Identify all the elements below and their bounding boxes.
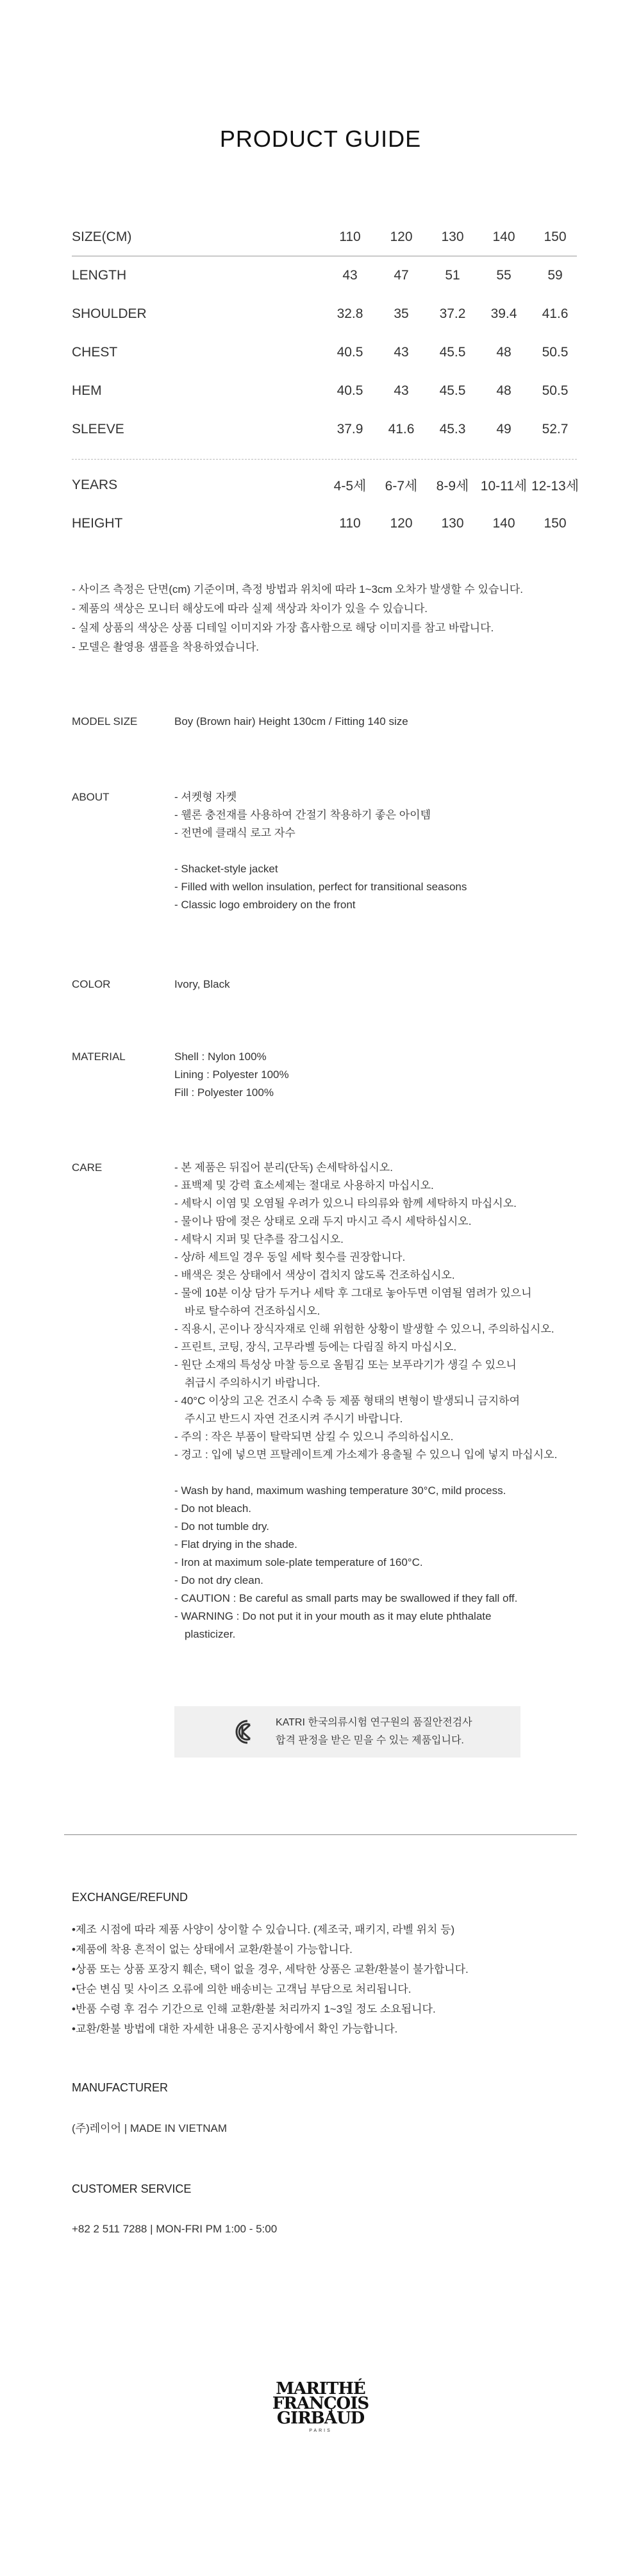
brand-line: MARITHÉ (276, 2379, 365, 2398)
exchange-line: •제조 시점에 따라 제품 사양이 상이할 수 있습니다. (제조국, 패키지, 라벨 위치 등) (72, 1924, 455, 1936)
color-value: Ivory, Black (174, 978, 230, 990)
measure-label: CHEST (72, 345, 118, 360)
about-en-line: - Classic logo embroidery on the front (174, 899, 356, 911)
measure-row (72, 372, 577, 410)
care-ko-line: - 주의 : 작은 부품이 탈락되면 삼킬 수 있으니 주의하십시오. (174, 1431, 454, 1443)
material-line: Fill : Polyester 100% (174, 1086, 274, 1099)
measure-cell: 39.4 (490, 306, 517, 321)
care-ko-line: 취급시 주의하시기 바랍니다. (185, 1377, 320, 1389)
customer-service-title: CUSTOMER SERVICE (72, 2182, 192, 2195)
care-label: CARE (72, 1161, 103, 1174)
kc-mark-icon (233, 1718, 256, 1745)
section-divider (64, 1834, 577, 1835)
customer-service-value: +82 2 511 7288 | MON-FRI PM 1:00 - 5:00 (72, 2223, 278, 2235)
brand-sub: PARIS (309, 2429, 332, 2433)
about-ko-line: - 전면에 클래식 로고 자수 (174, 827, 296, 839)
size-header-cell: 120 (390, 229, 413, 244)
model-size-value: Boy (Brown hair) Height 130cm / Fitting 140 size (174, 715, 408, 727)
size-header-label: SIZE(CM) (72, 229, 132, 244)
material-label: MATERIAL (72, 1051, 126, 1063)
measure-cell: 41.6 (542, 306, 569, 321)
color-label: COLOR (72, 978, 111, 990)
height-cell: 140 (492, 516, 515, 531)
size-header-cell: 140 (492, 229, 515, 244)
exchange-line: •반품 수령 후 검수 기간으로 인해 교환/환불 처리까지 1~3일 정도 소요됩니다. (72, 2003, 436, 2015)
care-en-line: - CAUTION : Be careful as small parts may be swallowed if they fall off. (174, 1592, 518, 1604)
manufacturer-value: (주)레이어 | MADE IN VIETNAM (72, 2122, 227, 2134)
katri-line-2: 합격 판정을 받은 믿을 수 있는 제품입니다. (276, 1735, 464, 1746)
measure-cell: 59 (547, 268, 563, 283)
about-en-line: - Filled with wellon insulation, perfect for transitional seasons (174, 881, 467, 893)
katri-line-1: KATRI 한국의류시험 연구원의 품질안전검사 (276, 1717, 472, 1728)
care-ko-line: - 본 제품은 뒤집어 분리(단독) 손세탁하십시오. (174, 1161, 393, 1174)
years-label: YEARS (72, 478, 118, 492)
measure-cell: 40.5 (337, 383, 363, 398)
care-ko-line: - 배색은 젖은 상태에서 색상이 겹치지 않도록 건조하십시오. (174, 1269, 455, 1281)
years-cell: 4-5세 (333, 479, 367, 494)
care-en-line: - WARNING : Do not put it in your mouth as it may elute phthalate (174, 1610, 492, 1622)
measure-cell: 40.5 (337, 345, 363, 360)
measure-cell: 41.6 (388, 422, 415, 436)
table-divider (72, 459, 577, 460)
measure-cell: 37.9 (337, 422, 363, 436)
height-cell: 150 (544, 516, 567, 531)
measure-row (72, 410, 577, 449)
years-cell: 8-9세 (436, 479, 469, 494)
measure-cell: 51 (445, 268, 460, 283)
page-title: PRODUCT GUIDE (219, 126, 422, 152)
measure-cell: 32.8 (337, 306, 363, 321)
measure-row (72, 333, 577, 372)
height-cell: 110 (339, 516, 361, 531)
years-row (72, 466, 577, 504)
years-cell: 6-7세 (385, 479, 418, 494)
exchange-line: •단순 변심 및 사이즈 오류에 의한 배송비는 고객님 부담으로 처리됩니다. (72, 1983, 412, 1995)
measure-row (72, 256, 577, 295)
measure-cell: 49 (496, 422, 512, 436)
measure-cell: 45.5 (439, 345, 466, 360)
spacer (174, 1464, 597, 1482)
note-line: - 제품의 색상은 모니터 해상도에 따라 실제 색상과 차이가 있을 수 있습니다. (72, 602, 428, 615)
measure-cell: 48 (496, 345, 512, 360)
care-en-line: - Do not tumble dry. (174, 1520, 270, 1533)
measure-cell: 55 (496, 268, 512, 283)
note-line: - 사이즈 측정은 단면(cm) 기준이며, 측정 방법과 위치에 따라 1~3cm 오차가 발생할 수 있습니다. (72, 583, 523, 595)
care-ko-line: - 상/하 세트일 경우 동일 세탁 횟수를 권장합니다. (174, 1251, 406, 1263)
brand-line: GIRBAUD (276, 2409, 365, 2428)
height-cell: 120 (390, 516, 413, 531)
care-ko-line: - 원단 소재의 특성상 마찰 등으로 올튐김 또는 보푸라기가 생길 수 있으니 (174, 1359, 517, 1371)
measure-cell: 52.7 (542, 422, 569, 436)
measure-cell: 50.5 (542, 383, 569, 398)
material-line: Lining : Polyester 100% (174, 1068, 289, 1081)
care-en-line: - Flat drying in the shade. (174, 1538, 297, 1550)
measure-cell: 50.5 (542, 345, 569, 360)
exchange-line: •상품 또는 상품 포장지 훼손, 택이 없을 경우, 세탁한 상품은 교환/환불이 불가합니다. (72, 1963, 469, 1975)
care-ko-line: - 세탁시 이염 및 오염될 우려가 있으니 타의류와 함께 세탁하지 마십시오. (174, 1197, 517, 1209)
measure-cell: 37.2 (439, 306, 466, 321)
material-line: Shell : Nylon 100% (174, 1051, 267, 1063)
size-header-cell: 110 (339, 229, 361, 244)
size-table-header (72, 218, 577, 256)
care-ko-line: - 직용시, 곤이나 장식자재로 인해 위험한 상황이 발생할 수 있으니, 주의하십시오. (174, 1323, 554, 1335)
measure-cell: 48 (496, 383, 512, 398)
care-ko-line: - 물에 10분 이상 담가 두거나 세탁 후 그대로 놓아두면 이염될 염려가 있으니 (174, 1287, 532, 1299)
care-ko-line: - 경고 : 입에 넣으면 프탈레이트계 가소제가 용출될 수 있으니 입에 넣지 마십시오. (174, 1449, 558, 1461)
size-notes (72, 580, 523, 657)
care-en-line: - Do not dry clean. (174, 1574, 263, 1586)
measure-cell: 45.3 (439, 422, 466, 436)
measure-cell: 47 (394, 268, 409, 283)
about-ko-line: - 웰론 충전재를 사용하여 간절기 착용하기 좋은 아이템 (174, 809, 431, 821)
measure-row (72, 295, 577, 333)
model-size-label: MODEL SIZE (72, 715, 138, 727)
note-line: - 실제 상품의 색상은 상품 디테일 이미지와 가장 흡사함으로 해당 이미지를 참고 바랍니다. (72, 622, 494, 634)
katri-badge (174, 1706, 520, 1757)
size-header-cell: 130 (441, 229, 464, 244)
measure-label: HEM (72, 383, 102, 398)
measure-cell: 45.5 (439, 383, 466, 398)
measure-label: SLEEVE (72, 422, 124, 436)
care-ko-line: - 40°C 이상의 고온 건조시 수축 등 제품 형태의 변형이 발생되니 금지하여 (174, 1395, 520, 1407)
care-ko-line: - 물이나 땀에 젖은 상태로 오래 두지 마시고 즉시 세탁하십시오. (174, 1215, 472, 1227)
about-label: ABOUT (72, 791, 110, 803)
size-table (72, 218, 577, 543)
care-en-line: - Do not bleach. (174, 1502, 252, 1515)
measure-label: SHOULDER (72, 306, 147, 321)
size-header-cell: 150 (544, 229, 567, 244)
exchange-title: EXCHANGE/REFUND (72, 1891, 188, 1904)
exchange-line: •교환/환불 방법에 대한 자세한 내용은 공지사항에서 확인 가능합니다. (72, 2023, 398, 2035)
care-en-line: plasticizer. (185, 1628, 236, 1640)
care-en-line: - Wash by hand, maximum washing temperature 30°C, mild process. (174, 1484, 506, 1497)
height-cell: 130 (441, 516, 464, 531)
height-label: HEIGHT (72, 516, 123, 531)
care-ko-line: - 세탁시 지퍼 및 단추를 잠그십시오. (174, 1233, 344, 1245)
brand-logo (0, 2379, 641, 2433)
measure-cell: 43 (394, 383, 409, 398)
brand-line: FRANÇOIS (272, 2394, 369, 2413)
about-ko-line: - 셔켓형 자켓 (174, 791, 237, 803)
manufacturer-title: MANUFACTURER (72, 2081, 169, 2094)
spacer (174, 842, 597, 860)
care-en-line: - Iron at maximum sole-plate temperature of 160°C. (174, 1556, 423, 1568)
measure-cell: 43 (394, 345, 409, 360)
care-ko-line: 바로 탈수하여 건조하십시오. (185, 1305, 320, 1317)
exchange-line: •제품에 착용 흔적이 없는 상태에서 교환/환불이 가능합니다. (72, 1943, 353, 1956)
measure-label: LENGTH (72, 268, 127, 283)
care-ko-line: - 표백제 및 강력 효소세제는 절대로 사용하지 마십시오. (174, 1179, 434, 1192)
note-line: - 모델은 촬영용 샘플을 착용하였습니다. (72, 641, 260, 653)
height-row (72, 504, 577, 543)
measure-cell: 35 (394, 306, 409, 321)
care-ko-line: 주시고 반드시 자연 건조시켜 주시기 바랍니다. (185, 1413, 403, 1425)
about-en-line: - Shacket-style jacket (174, 863, 278, 875)
years-cell: 12-13세 (531, 479, 579, 494)
measure-cell: 43 (342, 268, 358, 283)
care-ko-line: - 프린트, 코팅, 장식, 고무라벨 등에는 다림질 하지 마십시오. (174, 1341, 457, 1353)
years-cell: 10-11세 (480, 479, 528, 494)
exchange-list (72, 1920, 469, 2039)
